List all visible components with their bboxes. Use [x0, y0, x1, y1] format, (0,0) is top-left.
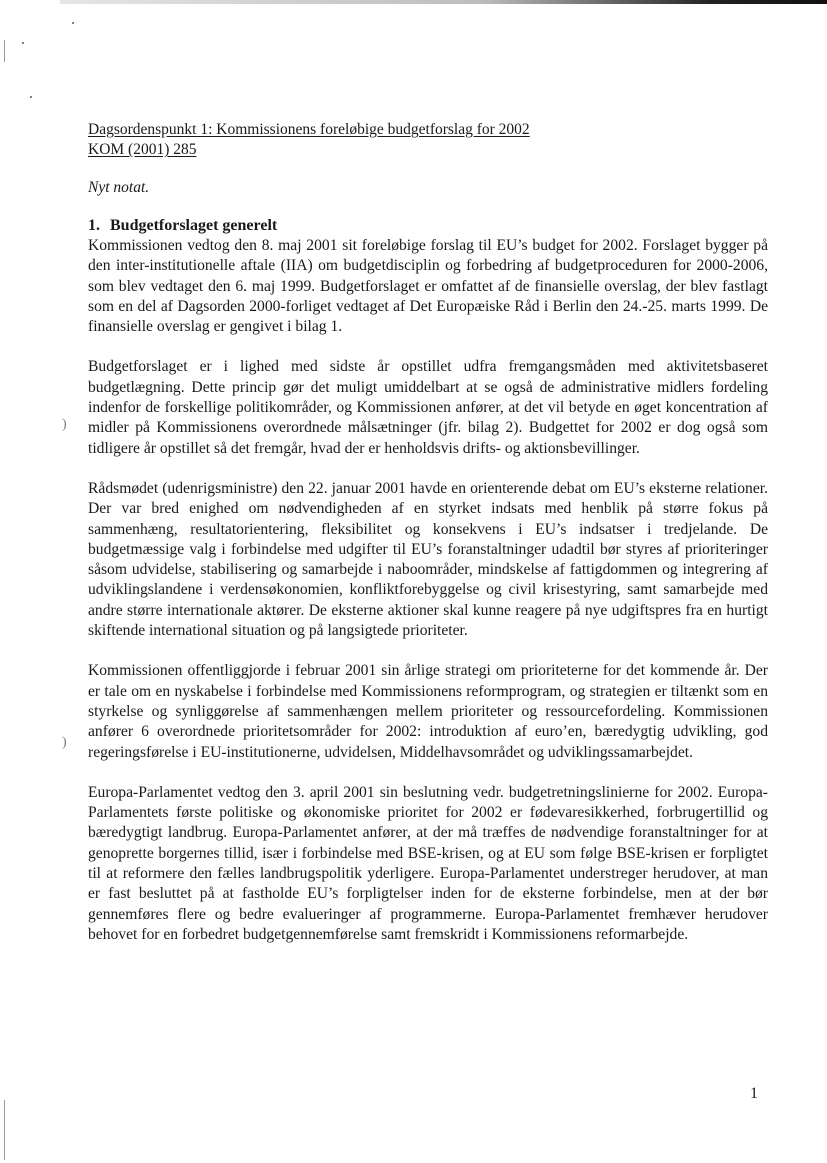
page-number: 1: [750, 1085, 758, 1102]
section-number: 1.: [88, 217, 100, 234]
agenda-item-title: Dagsordenspunkt 1: Kommissionens foreløbige budgetforslag for 2002: [88, 121, 530, 138]
note-label: Nyt notat.: [88, 179, 150, 196]
scan-speck: [30, 96, 32, 98]
scan-margin-mark: ): [62, 735, 67, 750]
scan-edge-line: [60, 0, 827, 4]
section-title: Budgetforslaget generelt: [110, 217, 278, 234]
paragraph-4: Kommissionen offentliggjorde i februar 2001 sin årlige strategi om prioriteterne for det kommende år. Der er tale om en nyskabelse i forbindelse med Kommissionens reformprogram, og strategien er tiltænkt som en styrkelse og synliggørelse af sammenhængen mellem prioriteter og ressourcefordeling. Kommissionen anfører 6 overordnede prioritetsområder for 2002: introduktion af euro’en, bæredygtig udvikling, god regeringsførelse i EU-institutionerne, udvidelsen, Middelhavsområdet og udviklingssamarbejdet.: [88, 662, 768, 761]
section-heading: [88, 216, 768, 236]
scan-margin-mark: ): [62, 417, 67, 432]
document-page: [88, 120, 768, 945]
paragraph-3: Rådsmødet (udenrigsministre) den 22. januar 2001 havde en orienterende debat om EU’s eksterne relationer. Der var bred enighed om nødvendigheden af en styrket indsats med henblik på større fokus på sammenhæng, resultatorientering, fleksibilitet og konsekvens i EU’s indsatser i tredjelande. De budgetmæssige valg i forbindelse med udgifter til EU’s foranstaltninger udadtil bør styres af prioriteringer såsom udvidelse, stabilisering og samarbejde i naboområder, mindskelse af fattigdommen og integrering af udviklingslandene i verdensøkonomien, konfliktforebyggelse og civil krisestyring, samt samarbejde med andre større internationale aktører. De eksterne aktioner skal kunne reagere på nye udgiftspres fra en hurtigt skiftende international situation og på langsigtede prioriteter.: [88, 479, 768, 640]
document-reference: KOM (2001) 285: [88, 141, 197, 158]
paragraph-1: Kommissionen vedtog den 8. maj 2001 sit foreløbige forslag til EU’s budget for 2002. Forslaget bygger på den inter-institutionelle aftale (IIA) om budgetdisciplin og forbedring af budgetproceduren for 2000-2006, som blev vedtaget den 6. maj 1999. Budgetforslaget er omfattet af de finansielle overslag, der blev fastlagt som en del af Dagsorden 2000-forliget vedtaget af Det Europæiske Råd i Berlin den 24.-25. marts 1999. De finansielle overslag er gengivet i bilag 1.: [88, 237, 768, 336]
scan-margin-mark: [4, 40, 5, 62]
paragraph-2: Budgetforslaget er i lighed med sidste år opstillet udfra fremgangsmåden med aktivitetsbaseret budgetlægning. Dette princip gør det muligt umiddelbart at se også de administrative midlers fordeling indenfor de forskellige politikområder, og Kommissionen anfører, at det vil betyde en øget koncentration af midler på Kommissionens overordnede målsætninger (jfr. bilag 2). Budgettet for 2002 er dog også som tidligere år opstillet så det fremgår, hvad der er henholdsvis drifts- og aktionsbevillinger.: [88, 358, 768, 457]
scan-speck: [72, 22, 74, 24]
scan-speck: [22, 42, 24, 44]
scan-margin-mark: [4, 1100, 5, 1160]
paragraph-5: Europa-Parlamentet vedtog den 3. april 2001 sin beslutning vedr. budgetretningslinierne for 2002. Europa-Parlamentets første politiske og økonomiske prioritet for 2002 er fødevaresikkerhed, forbrugertillid og bæredygtigt landbrug. Europa-Parlamentet anfører, at der må træffes de nødvendige foranstaltninger for at genoprette borgernes tillid, især i forbindelse med BSE-krisen, og at EU som følge BSE-krisen er forpligtet til at reformere den fælles landbrugspolitik yderligere. Europa-Parlamentet understreger herudover, at man er fast besluttet på at fastholde EU’s forpligtelser inden for de eksterne forbindelse, men at der bør gennemføres flere og bedre evalueringer af programmerne. Europa-Parlamentet fremhæver herudover behovet for en forbedret budgetgennemførelse samt fremskridt i Kommissionens reformarbejde.: [88, 783, 768, 943]
